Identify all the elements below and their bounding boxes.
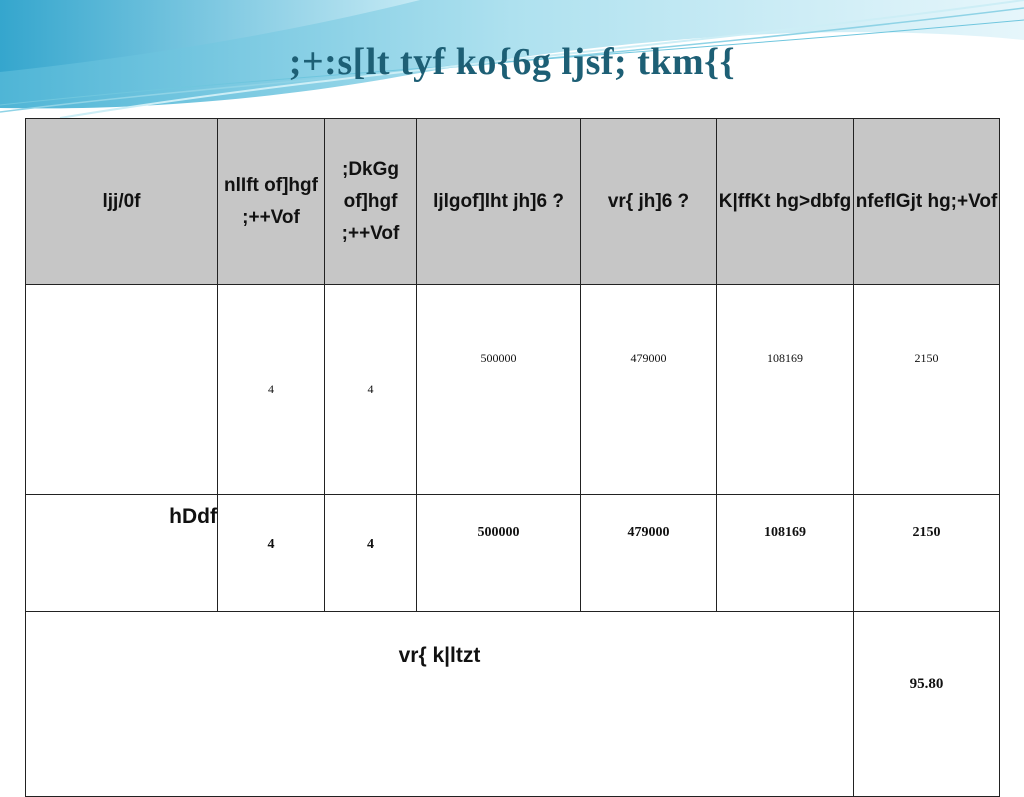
table-cell: 479000 [581,285,717,495]
table-cell: 2150 [854,285,1000,495]
table-cell [26,285,218,495]
table-row-total [26,495,1000,612]
header-cell: vr{ jh]6 ? [581,119,717,285]
table-cell: 108169 [717,495,854,612]
header-cell: ;DkGg of]hgf ;++Vof [325,119,417,285]
expense-percent-row [26,612,1000,797]
table-cell: 500000 [417,495,581,612]
table-cell: 4 [218,495,325,612]
table-cell: 479000 [581,495,717,612]
total-row-label: hDdf [26,495,218,612]
table-cell: 500000 [417,285,581,495]
table-cell: 4 [325,285,417,495]
expense-percent-label: vr{ k|ltzt [26,612,854,797]
header-cell: ljlgof]lht jh]6 ? [417,119,581,285]
table-cell: 2150 [854,495,1000,612]
budget-table [25,118,1000,797]
header-cell: K|ffKt hg>dbfg [717,119,854,285]
table-cell: 4 [218,285,325,495]
header-cell: ljj/0f [26,119,218,285]
expense-percent-value: 95.80 [854,612,1000,797]
table-cell: 4 [325,495,417,612]
header-cell: nlIft of]hgf ;++Vof [218,119,325,285]
table-cell: 108169 [717,285,854,495]
slide-title: ;+:s[lt tyf ko{6g ljsf; tkm{{ [288,41,736,83]
header-row [26,119,1000,285]
header-cell: nfeflGjt hg;+Vof [854,119,1000,285]
table-row [26,285,1000,495]
